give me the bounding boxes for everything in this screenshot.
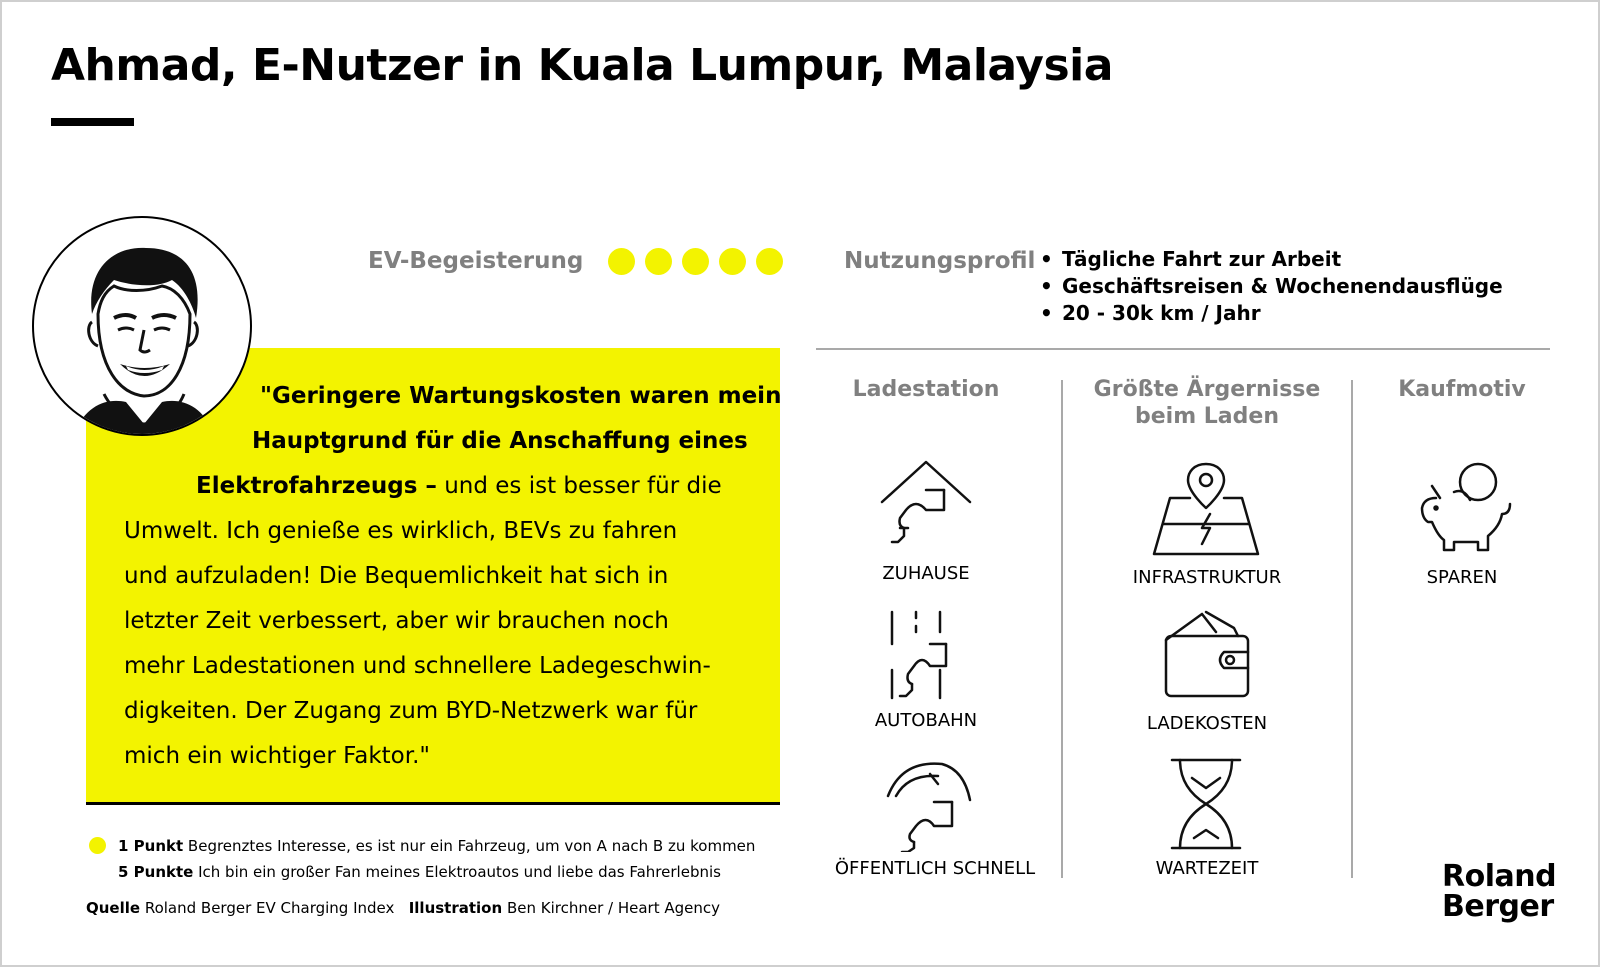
page-title: Ahmad, E-Nutzer in Kuala Lumpur, Malaysia (51, 40, 1113, 91)
quote-line: Umwelt. Ich genieße es wirklich, BEVs zu fahren (124, 518, 678, 544)
piggy-bank-icon (1418, 462, 1514, 554)
quote-line: mehr Ladestationen und schnellere Ladegeschwin- (124, 653, 711, 679)
source-label: Quelle (86, 899, 141, 917)
usage-profile-label: Nutzungsprofil (844, 248, 1036, 274)
rating-dot (608, 248, 635, 275)
legend-five-text: Ich bin ein großer Fan meines Elektroautos und liebe das Fahrerlebnis (193, 863, 721, 881)
annoyances-heading (1072, 376, 1342, 430)
quote-line: digkeiten. Der Zugang zum BYD-Netzwerk war für (124, 698, 698, 724)
annoyance-label: WARTEZEIT (1155, 858, 1259, 879)
column-divider (1061, 380, 1063, 878)
charging-option-label: ZUHAUSE (882, 563, 970, 584)
hourglass-icon (1170, 758, 1242, 850)
annoyance-label: INFRASTRUKTUR (1132, 567, 1282, 588)
section-divider (816, 348, 1550, 350)
quote-line: und es ist besser für die (436, 473, 722, 499)
rating-dot (756, 248, 783, 275)
illustration-label: Illustration (408, 899, 503, 917)
legend-line (118, 833, 755, 859)
roland-berger-logo (1442, 859, 1557, 924)
quote-line: Elektrofahrzeugs – (196, 473, 437, 499)
rating-dot (682, 248, 709, 275)
portrait-face-icon (34, 218, 250, 434)
usage-profile-item: • Geschäftsreisen & Wochenendausflüge (1040, 273, 1503, 300)
highway-charger-icon (884, 608, 964, 704)
map-pin-icon (1152, 462, 1262, 558)
annoyances-heading-line: beim Laden (1135, 404, 1279, 429)
legend-line (118, 859, 755, 885)
portrait-illustration (32, 216, 252, 436)
source-note (86, 899, 720, 917)
charging-option-label: AUTOBAHN (874, 710, 978, 731)
home-charger-icon (878, 458, 974, 554)
motive-label: SPAREN (1426, 567, 1498, 588)
usage-profile-item: • Tägliche Fahrt zur Arbeit (1040, 246, 1503, 273)
rating-dot (645, 248, 672, 275)
logo-line: Berger (1442, 889, 1554, 924)
wallet-icon (1162, 610, 1252, 700)
logo-line: Roland (1442, 859, 1557, 894)
annoyances-heading-line: Größte Ärgernisse (1093, 377, 1321, 402)
usage-profile-item: • 20 - 30k km / Jahr (1040, 300, 1503, 327)
enthusiasm-label: EV-Begeisterung (368, 248, 584, 274)
quote-line: Hauptgrund für die Anschaffung eines (252, 428, 748, 454)
quote-text (124, 374, 782, 779)
rating-dot (719, 248, 746, 275)
legend-one-text: Begrenztes Interesse, es ist nur ein Fahrzeug, um von A nach B zu kommen (183, 837, 756, 855)
rating-legend (118, 833, 755, 885)
motive-heading: Kaufmotiv (1398, 377, 1526, 402)
charging-heading: Ladestation (852, 377, 1000, 402)
quote-line: letzter Zeit verbessert, aber wir brauchen noch (124, 608, 669, 634)
fast-charger-icon (882, 756, 972, 852)
annoyance-label: LADEKOSTEN (1146, 713, 1268, 734)
quote-line: mich ein wichtiger Faktor." (124, 743, 430, 769)
illustration-text: Ben Kirchner / Heart Agency (502, 899, 720, 917)
column-divider (1351, 380, 1353, 878)
quote-line: und aufzuladen! Die Bequemlichkeit hat sich in (124, 563, 669, 589)
enthusiasm-rating (608, 248, 783, 275)
legend-five-label: 5 Punkte (118, 863, 194, 881)
charging-option-label: ÖFFENTLICH SCHNELL (834, 858, 1036, 879)
quote-line: "Geringere Wartungskosten waren mein (260, 383, 782, 409)
title-underline (51, 118, 134, 126)
legend-dot (89, 837, 106, 854)
legend-one-label: 1 Punkt (118, 837, 184, 855)
usage-profile-list (1040, 246, 1503, 327)
source-text: Roland Berger EV Charging Index (140, 899, 395, 917)
